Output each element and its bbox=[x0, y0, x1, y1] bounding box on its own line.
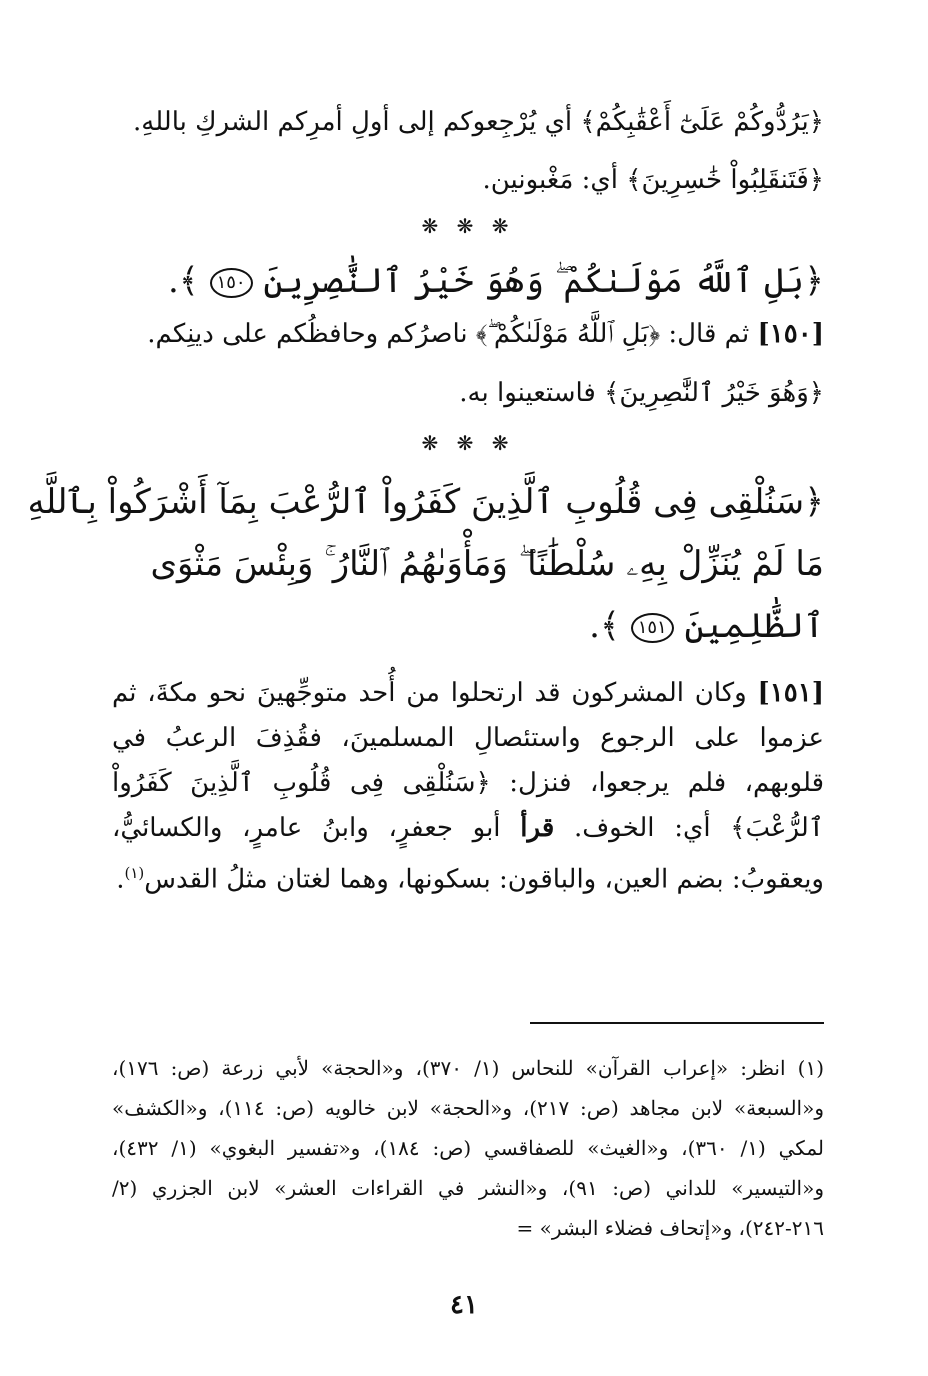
verse-151-line-2: مَا لَمْ يُنَزِّلْ بِهِۦ سُلْطَٰنًا ۖ وَمَأْوَىٰهُمُ ٱلنَّارُ ۚ وَبِئْسَ مَثْوَى bbox=[150, 544, 824, 584]
section-separator-2: ❋ ❋ ❋ bbox=[421, 431, 515, 455]
commentary-151-text: وكان المشركون قد ارتحلوا من أُحد متوجِّهينَ نحو مكةَ، ثم عزموا على الرجوع واستئصالِ المسلمينَ، فقُذِفَ الرعبُ في قلوبهم، فلم يرجعوا، فنزل: ﴿سَنُلْقِى فِى قُلُوبِ ٱلَّذِينَ كَفَرُواْ ٱلرُّعْبَ﴾ أي: الخوف. bbox=[112, 678, 825, 843]
commentary-150 bbox=[112, 312, 824, 357]
qira-label: قرأ bbox=[520, 813, 555, 843]
commentary-151 bbox=[112, 671, 824, 903]
footnote-text: انظر: «إعراب القرآن» للنحاس (١/ ٣٧٠)، و«الحجة» لأبي زرعة (ص: ١٧٦)، و«السبعة» لابن مجاهد (ص: ٢١٧)، و«الحجة» لابن خالويه (ص: ١١٤)، و«الكشف» لمكي (١/ ٣٦٠)، و«الغيث» للصفاقسي (ص: ١٨٤)، و«تفسير البغوي» (١/ ٤٣٢)، و«التيسير» للداني (ص: ٩١)، و«النشر في القراءات العشر» لابن الجزري (٢/ ٢١٦-٢٤٢)، و«إتحاف فضلاء البشر» = bbox=[112, 1056, 825, 1240]
footnote-marker: (١) bbox=[797, 1056, 824, 1080]
verse-150 bbox=[112, 250, 824, 312]
verse-151-close: ﴾. bbox=[589, 606, 620, 646]
commentary-150-number: [١٥٠] bbox=[757, 319, 824, 349]
verse-151-line-3 bbox=[112, 595, 824, 657]
page-body bbox=[27, 100, 825, 903]
qira-text: أبو جعفرٍ، وابنُ عامرٍ، والكسائيُّ، ويعقوبُ: بضم العين، والباقون: بسكونها، وهما لغتان مثلُ القدس bbox=[112, 813, 824, 895]
footnotes bbox=[112, 1048, 824, 1248]
commentary-151-number: [١٥١] bbox=[757, 678, 824, 708]
aya-number-151: ١٥١ bbox=[631, 613, 674, 643]
verse-150-close: ﴾. bbox=[168, 261, 199, 301]
commentary-151-end: . bbox=[116, 864, 125, 895]
verse-151 bbox=[27, 471, 824, 657]
section-separator: ❋ ❋ ❋ bbox=[421, 214, 515, 238]
verse-151-line-3-text: ٱلظَّٰلِمِينَ bbox=[684, 606, 824, 646]
verse-150-text: ﴿بَلِ ٱللَّهُ مَوْلَىٰكُمْ ۖ وَهُوَ خَيْرُ ٱلنَّٰصِرِينَ bbox=[263, 261, 824, 301]
spacer bbox=[112, 144, 824, 158]
page-number: ٤١ bbox=[450, 1290, 478, 1320]
commentary-150-text: ثم قال: ﴿بَلِ ٱللَّهُ مَوْلَىٰكُمْ ۖ﴾ ناصرُكم وحافظُكم على دينِكم. bbox=[147, 319, 750, 349]
commentary-150-b: ﴿وَهُوَ خَيْرُ ٱلنَّٰصِرِينَ﴾ فاستعينوا به. bbox=[459, 378, 824, 408]
tafsir-line-2: ﴿فَتَنقَلِبُواْ خَٰسِرِينَ﴾ أي: مَغْبونين. bbox=[482, 165, 824, 195]
aya-number-150: ١٥٠ bbox=[210, 268, 253, 298]
verse-151-line-1: ﴿سَنُلْقِى فِى قُلُوبِ ٱلَّذِينَ كَفَرُواْ ٱلرُّعْبَ بِمَآ أَشْرَكُواْ بِٱللَّهِ bbox=[27, 482, 824, 522]
footnote-divider bbox=[530, 1022, 824, 1024]
footnote-reference[interactable]: (١) bbox=[124, 864, 145, 882]
tafsir-line-1: ﴿يَرُدُّوكُمْ عَلَىٰٓ أَعْقَٰبِكُمْ﴾ أي يُرْجِعوكم إلى أولِ أمرِكم الشركِ باللهِ. bbox=[133, 107, 824, 137]
